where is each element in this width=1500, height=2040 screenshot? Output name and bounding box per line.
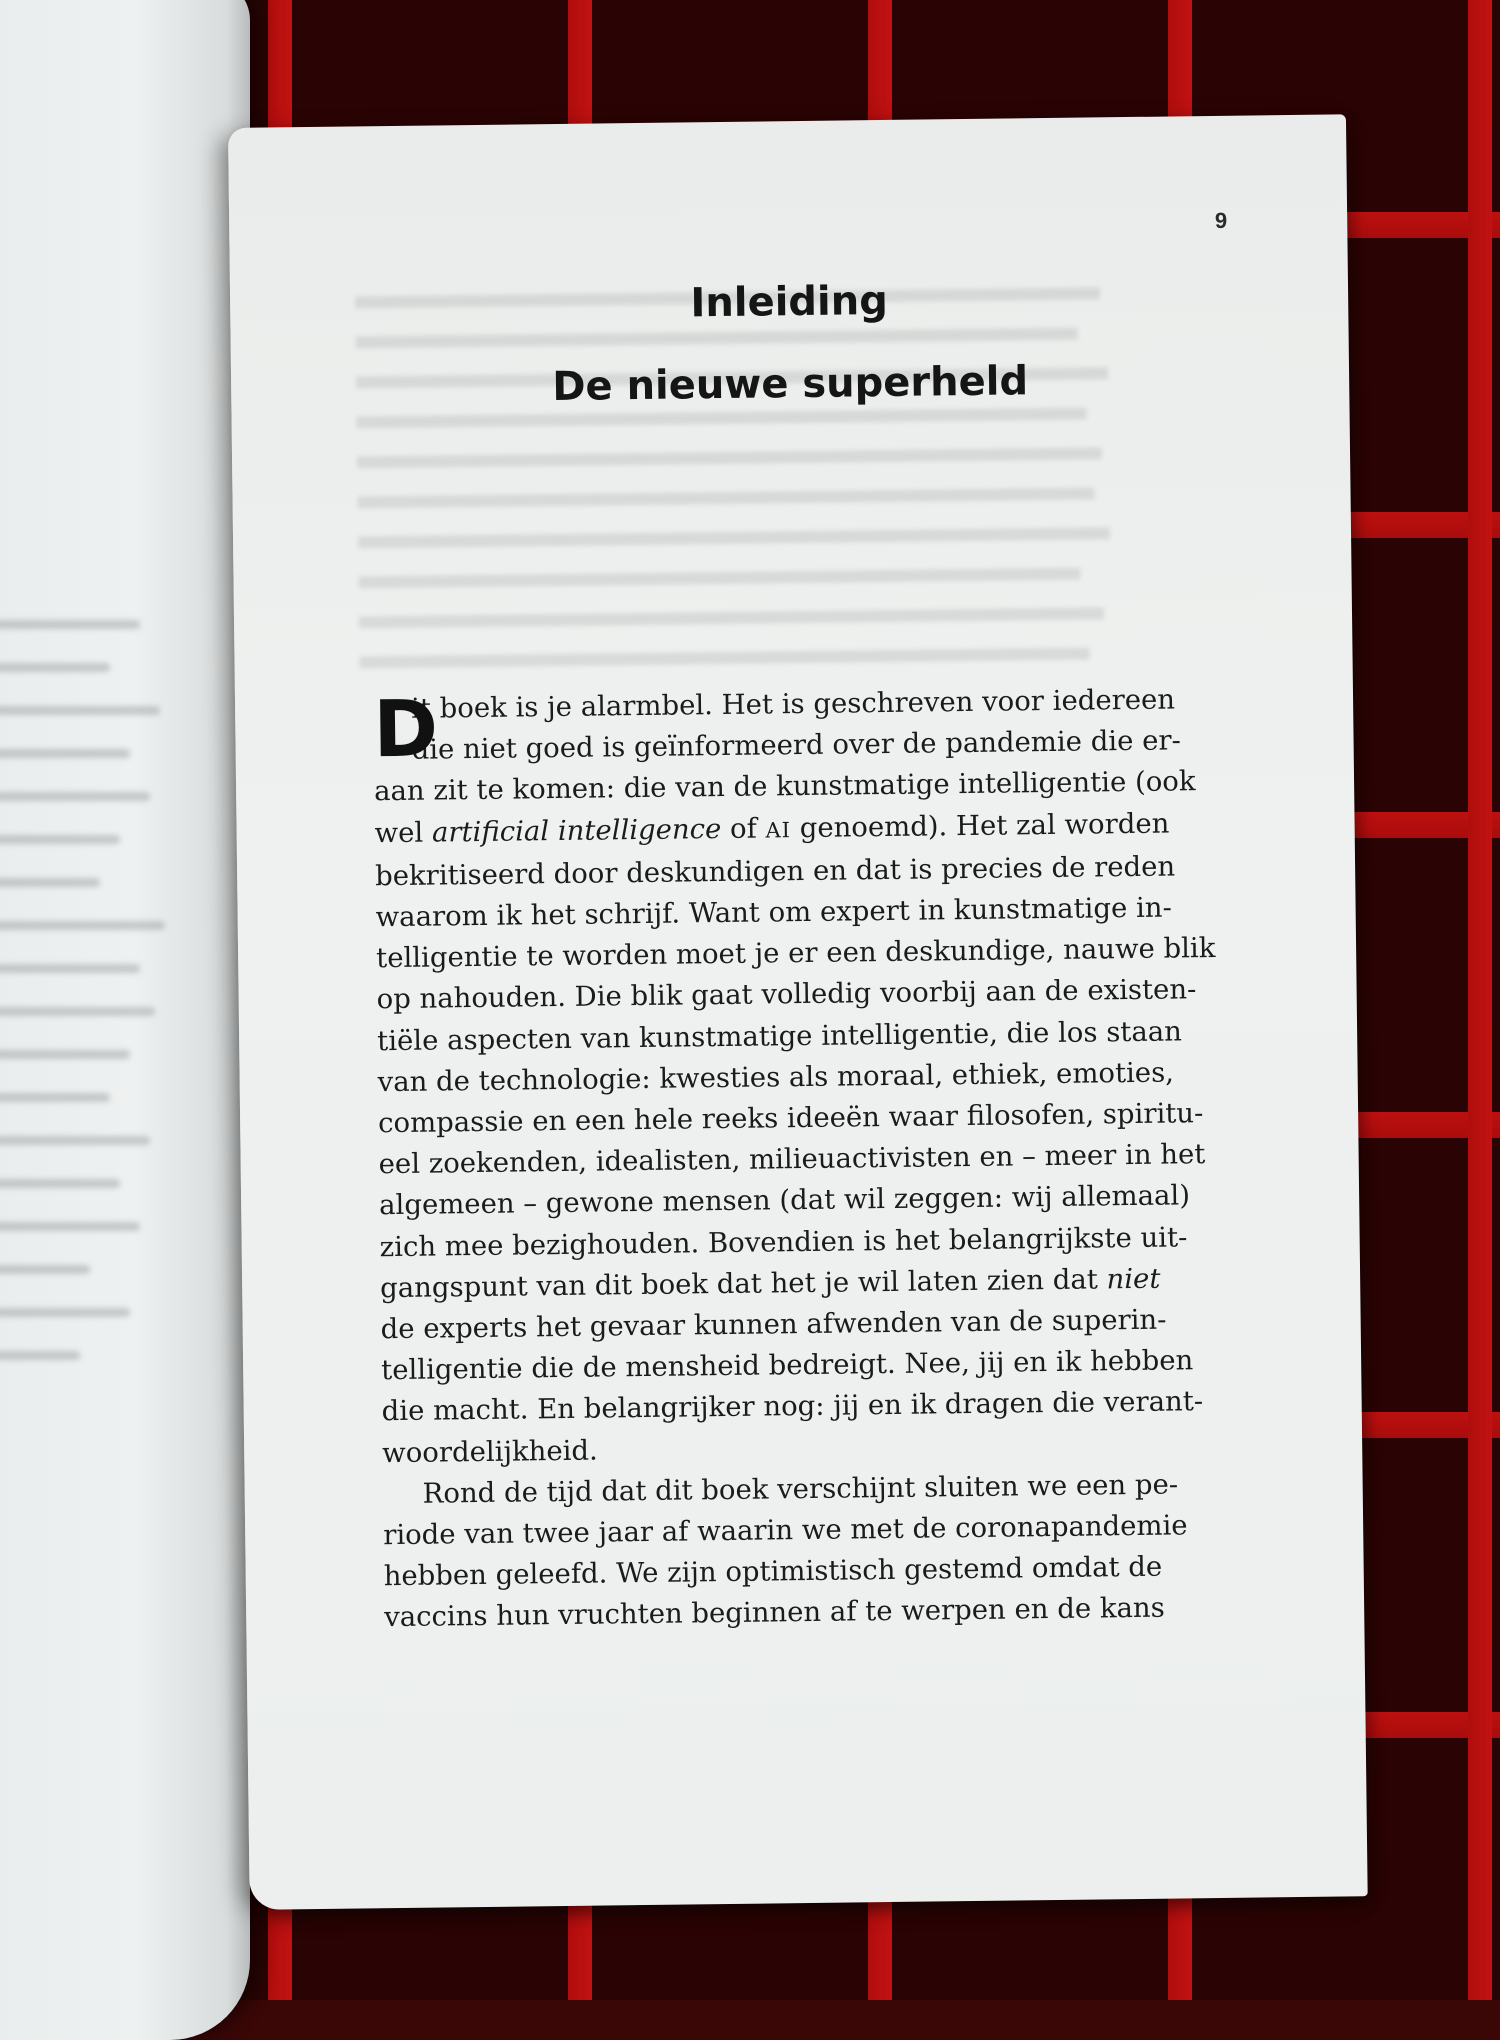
body-text	[372, 680, 1216, 1639]
text-line: waarom ik het schrijf. Want om expert in kunstmatige in-	[375, 891, 1172, 934]
text-line: hebben geleefd. We zijn optimistisch gestemd omdat de	[383, 1550, 1163, 1593]
text-segment: wel	[374, 816, 433, 849]
text-line: vaccins hun vruchten beginnen af te werpen en de kans	[384, 1592, 1165, 1634]
text-line: telligentie te worden moet je er een deskundige, nauwe blik	[375, 932, 1216, 975]
text-line: woordelijkheid.	[382, 1434, 598, 1469]
text-line: die macht. En belangrijker nog: jij en ik dragen die verant-	[381, 1385, 1204, 1428]
page-number: 9	[1214, 207, 1228, 233]
text-line: eel zoekenden, idealisten, milieuactivisten en – meer in het	[378, 1138, 1206, 1181]
text-line: van de technologie: kwesties als moraal, ethiek, emoties,	[377, 1056, 1175, 1099]
text-line: zich mee bezighouden. Bovendien is het belangrijkste uit-	[379, 1221, 1188, 1263]
text-line: algemeen – gewone mensen (dat wil zeggen: wij allemaal)	[378, 1179, 1191, 1222]
previous-page-faint-text	[0, 620, 190, 1620]
text-line: aan zit te komen: die van de kunstmatige intelligentie (ook	[373, 765, 1196, 808]
book-page	[228, 114, 1368, 1910]
chapter-subtitle: De nieuwe superheld	[552, 358, 1029, 411]
text-segment: of	[721, 812, 766, 845]
text-line: riode van twee jaar af waarin we met de coronapandemie	[383, 1509, 1188, 1552]
chapter-title: Inleiding	[690, 277, 889, 327]
text-segment: genoemd). Het zal worden	[790, 807, 1170, 844]
show-through-text	[355, 287, 1120, 716]
text-line: telligentie die de mensheid bedreigt. Nee, jij en ik hebben	[380, 1344, 1194, 1387]
text-line: die niet goed is geïnformeerd over de pandemie die er-	[411, 724, 1182, 767]
text-line: compassie en een hele reeks ideeën waar filosofen, spiritu-	[377, 1097, 1204, 1140]
text-line: tiële aspecten van kunstmatige intelligentie, die los staan	[376, 1015, 1183, 1057]
text-line: de experts het gevaar kunnen afwenden van de superin-	[380, 1303, 1167, 1346]
previous-page	[0, 0, 250, 2040]
text-line: it boek is je alarmbel. Het is geschreven voor iedereen	[410, 683, 1176, 725]
italic-term: niet	[1106, 1262, 1161, 1296]
drop-cap: D	[372, 684, 439, 776]
small-caps-abbreviation: AI	[765, 817, 792, 843]
italic-term: artificial intelligence	[431, 812, 722, 849]
text-line: op nahouden. Die blik gaat volledig voorbij aan de existen-	[376, 973, 1197, 1016]
text-line: bekritiseerd door deskundigen en dat is precies de reden	[374, 850, 1176, 893]
text-line: Rond de tijd dat dit boek verschijnt sluiten we een pe-	[422, 1468, 1179, 1510]
text-segment: gangspunt van dit boek dat het je wil laten zien dat	[379, 1263, 1107, 1305]
